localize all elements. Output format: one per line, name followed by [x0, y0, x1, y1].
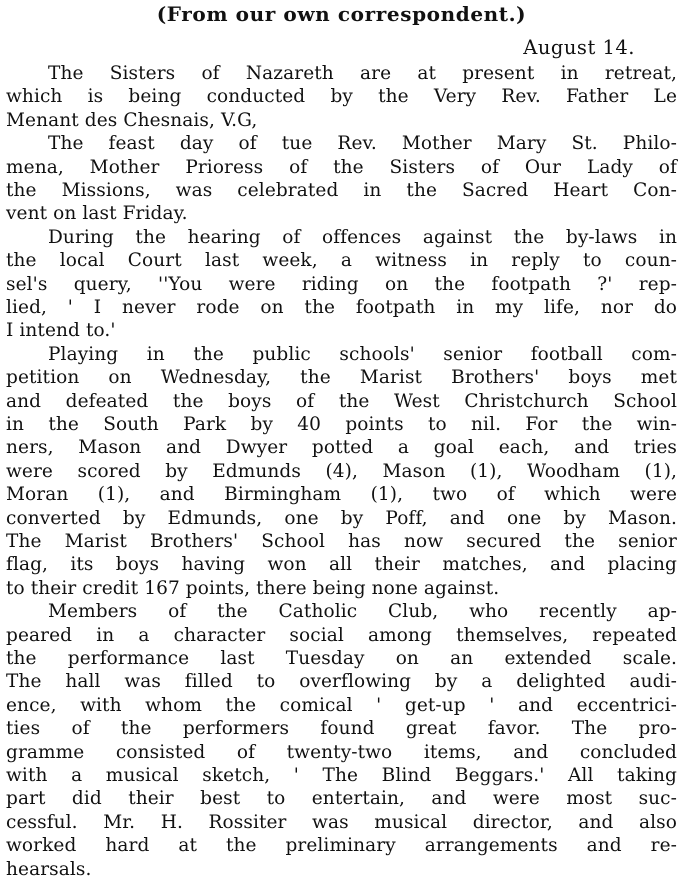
text-line: and defeated the boys of the West Christchurch School [6, 390, 677, 412]
text-line: the Missions, was celebrated in the Sacred Heart Con- [6, 180, 677, 201]
text-line: ties of the performers found great favor. The pro- [6, 718, 677, 740]
text-line: petition on Wednesday, the Marist Brothers' boys met [6, 367, 677, 389]
text-line: lied, ' I never rode on the footpath in my life, nor do [6, 297, 677, 318]
text-line: peared in a character social among themselves, repeated [6, 624, 677, 646]
text-line: sel's query, ''You were riding on the footpath ?' rep- [6, 273, 677, 295]
text-line: in the South Park by 40 points to nil. For the win- [6, 414, 677, 435]
text-line: During the hearing of offences against the by-laws in [48, 226, 677, 248]
text-line: cessful. Mr. H. Rossiter was musical director, and also [6, 811, 677, 833]
text-line: ence, with whom the comical ' get-up ' and eccentrici- [6, 694, 677, 716]
text-line: with a musical sketch, ' The Blind Beggars.' All taking [6, 765, 677, 786]
text-line: The Sisters of Nazareth are at present in retreat, [48, 63, 677, 84]
dateline: August 14. [523, 36, 635, 59]
text-line: Moran (1), and Birmingham (1), two of which were [6, 484, 677, 506]
text-line: vent on last Friday. [6, 203, 188, 225]
text-line: The feast day of tue Rev. Mother Mary St. Philo- [48, 133, 677, 155]
text-line: The Marist Brothers' School has now secured the senior [6, 531, 677, 552]
text-line: The hall was filled to overflowing by a delighted audi- [6, 671, 677, 693]
text-line: which is being conducted by the Very Rev. Father Le [6, 86, 677, 108]
text-line: Playing in the public schools' senior football com- [48, 343, 677, 365]
text-line: flag, its boys having won all their matches, and placing [6, 554, 677, 576]
text-line: converted by Edmunds, one by Poff, and one by Mason. [6, 507, 677, 529]
text-line: the local Court last week, a witness in reply to coun- [6, 250, 677, 272]
text-line: hearsals. [6, 858, 92, 880]
text-line: were scored by Edmunds (4), Mason (1), Woodham (1), [6, 460, 677, 482]
text-line: gramme consisted of twenty-two items, and concluded [6, 741, 677, 763]
text-line: worked hard at the preliminary arrangements and re- [6, 835, 677, 857]
text-line: ners, Mason and Dwyer potted a goal each, and tries [6, 437, 677, 459]
text-line: I intend to.' [6, 320, 116, 342]
text-line: Members of the Catholic Club, who recently ap- [48, 601, 677, 623]
text-line: Menant des Chesnais, V.G, [6, 109, 258, 131]
text-line: part did their best to entertain, and were most suc- [6, 788, 677, 810]
text-line: the performance last Tuesday on an extended scale. [6, 648, 677, 669]
text-line: to their credit 167 points, there being none against. [6, 577, 500, 599]
column-heading: (From our own correspondent.) [156, 2, 527, 26]
text-line: mena, Mother Prioress of the Sisters of Our Lady of [6, 156, 677, 178]
